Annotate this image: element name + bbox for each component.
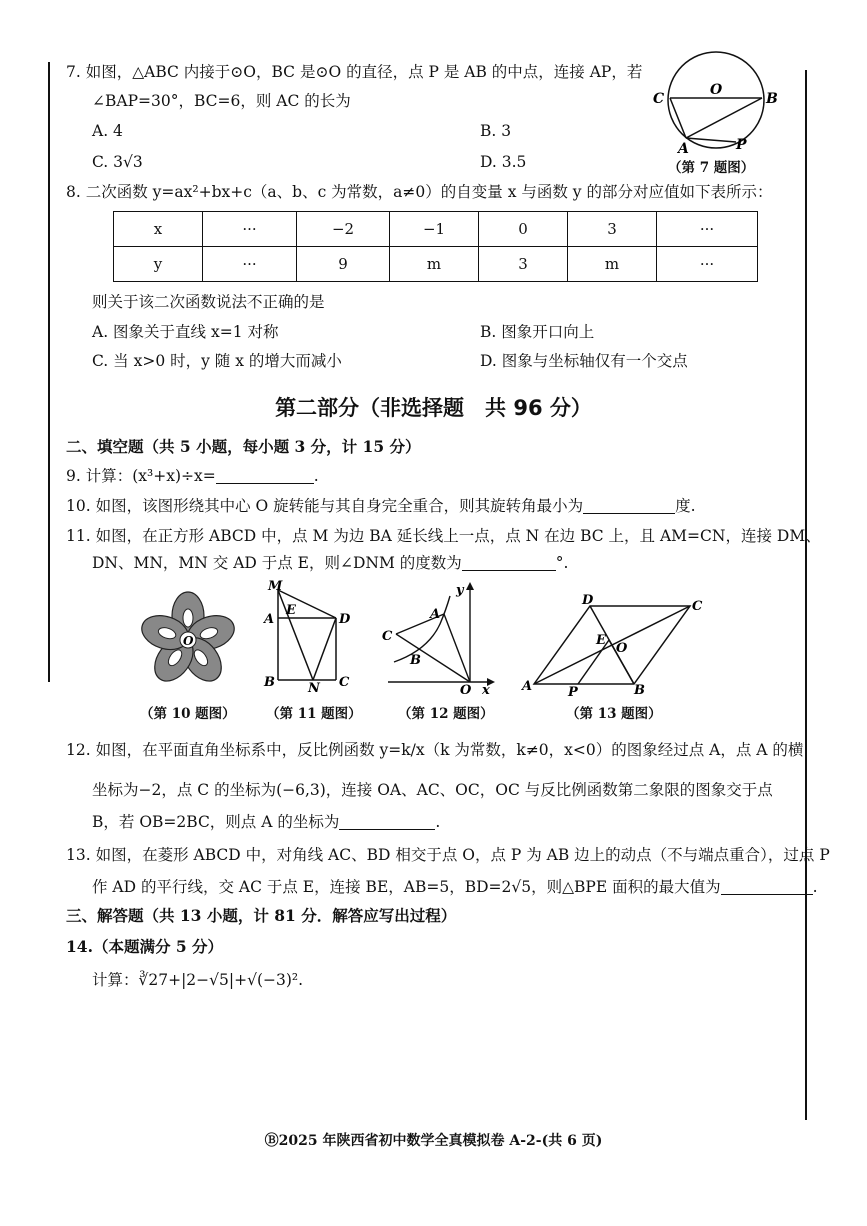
fig10-label-o: O <box>183 634 194 648</box>
fig13-rhombus <box>518 592 708 696</box>
q8-option-b: B. 图象开口向上 <box>480 323 595 341</box>
q10-text: 10. 如图，该图形绕其中心 O 旋转能与其自身完全重合，则其旋转角最小为 <box>66 497 584 515</box>
q12-line1: 12. 如图，在平面直角坐标系中，反比例函数 y=k/x（k 为常数，k≠0，x<0）的图象经过点 A，点 A 的横 <box>66 741 804 759</box>
fig13-label-b: B <box>634 683 645 696</box>
fig12-label-a: A <box>430 607 441 622</box>
q12-line2: 坐标为−2，点 C 的坐标为(−6,3)，连接 OA、AC、OC，OC 与反比例函数第二象限的图象交于点 <box>92 781 773 799</box>
q7-option-c: C. 3√3 <box>92 153 143 171</box>
page-footer: Ⓑ2025 年陕西省初中数学全真模拟卷 A-2-(共 6 页) <box>264 1133 603 1149</box>
q8-question: 则关于该二次函数说法不正确的是 <box>92 293 325 311</box>
q11-line2 <box>92 553 568 573</box>
q7-stem-line1: 7. 如图，△ABC 内接于⊙O，BC 是⊙O 的直径，点 P 是 AB 的中点，连接 AP，若 <box>66 63 643 81</box>
q14-title: 14.（本题满分 5 分） <box>66 937 224 956</box>
fig11-label-n: N <box>308 681 320 692</box>
q7-label-o: O <box>710 82 723 98</box>
table-cell: m <box>390 247 479 282</box>
left-margin-rule <box>48 62 50 682</box>
q9-answer-blank[interactable] <box>216 467 314 484</box>
q8-option-c: C. 当 x>0 时，y 随 x 的增大而减小 <box>92 352 342 370</box>
fig13-caption: （第 13 题图） <box>566 706 662 722</box>
q9-text: 9. 计算：(x³+x)÷x= <box>66 467 216 485</box>
fig12-label-b: B <box>410 653 421 668</box>
table-cell: x <box>114 212 203 247</box>
q7-label-c: C <box>653 91 665 107</box>
fig13-label-a: A <box>522 679 533 694</box>
q10 <box>66 496 696 516</box>
table-row-x <box>114 212 758 247</box>
q8-option-d: D. 图象与坐标轴仅有一个交点 <box>480 352 688 370</box>
fig12-label-x: x <box>482 683 490 694</box>
fig13-label-p: P <box>568 685 578 696</box>
section3-heading: 三、解答题（共 13 小题，计 81 分．解答应写出过程） <box>66 906 457 925</box>
q10-answer-blank[interactable] <box>583 497 675 514</box>
table-cell: 0 <box>479 212 568 247</box>
q7-label-b: B <box>766 91 778 107</box>
q8-value-table <box>113 211 758 282</box>
q11-text: DN、MN，MN 交 AD 于点 E，则∠DNM 的度数为 <box>92 554 462 572</box>
table-cell: m <box>568 247 657 282</box>
q12-text: B，若 OB=2BC，则点 A 的坐标为 <box>92 813 340 831</box>
fig13-label-o: O <box>616 641 628 656</box>
fig10-caption: （第 10 题图） <box>140 706 236 722</box>
fig11-label-a: A <box>264 612 275 627</box>
table-cell: 3 <box>479 247 568 282</box>
fig13-label-e: E <box>596 633 606 648</box>
q7-stem-line2: ∠BAP=30°，BC=6，则 AC 的长为 <box>92 92 351 110</box>
q7-figure-caption: （第 7 题图） <box>668 160 755 176</box>
fig11-label-d: D <box>339 612 351 627</box>
q11-answer-blank[interactable] <box>462 554 556 571</box>
table-row-y <box>114 247 758 282</box>
q7-option-d: D. 3.5 <box>480 153 527 171</box>
q10-unit: 度. <box>675 497 696 515</box>
q7-option-b: B. 3 <box>480 122 512 140</box>
q9: 9. 计算：(x³+x)÷x= . <box>66 467 319 485</box>
table-cell: ··· <box>657 247 758 282</box>
q13-line2: 作 AD 的平行线，交 AC 于点 E，连接 BE，AB=5，BD=2√5，则△BPE 面积的最大值为 . <box>92 878 818 896</box>
fig12-caption: （第 12 题图） <box>398 706 494 722</box>
fig13-label-c: C <box>692 599 703 614</box>
fig12-coordinate-plane <box>378 582 498 694</box>
q13-answer-blank[interactable] <box>721 878 813 895</box>
section2-heading: 二、填空题（共 5 小题，每小题 3 分，计 15 分） <box>66 437 421 456</box>
fig12-label-y: y <box>456 583 464 598</box>
right-margin-rule <box>805 70 807 1120</box>
table-cell: −2 <box>297 212 390 247</box>
table-cell: −1 <box>390 212 479 247</box>
q12-line3: B，若 OB=2BC，则点 A 的坐标为 . <box>92 813 441 831</box>
fig13-label-d: D <box>582 593 594 608</box>
table-cell: ··· <box>203 212 297 247</box>
table-cell: y <box>114 247 203 282</box>
fig11-label-m: M <box>268 580 283 594</box>
fig11-label-c: C <box>339 675 350 690</box>
q11-line1: 11. 如图，在正方形 ABCD 中，点 M 为边 BA 延长线上一点，点 N 在边 BC 上，且 AM=CN，连接 DM、 <box>66 527 821 545</box>
q8-option-a: A. 图象关于直线 x=1 对称 <box>92 323 279 341</box>
q8-stem: 8. 二次函数 y=ax²+bx+c（a、b、c 为常数，a≠0）的自变量 x 与函数 y 的部分对应值如下表所示： <box>66 183 773 201</box>
table-cell: 9 <box>297 247 390 282</box>
fig11-caption: （第 11 题图） <box>266 706 362 722</box>
q7-label-p: P <box>736 137 747 153</box>
q13-line1: 13. 如图，在菱形 ABCD 中，对角线 AC、BD 相交于点 O，点 P 为 AB 边上的动点（不与端点重合），过点 P <box>66 846 830 864</box>
q7-figure <box>648 50 788 155</box>
q13-text: 作 AD 的平行线，交 AC 于点 E，连接 BE，AB=5，BD=2√5，则△BPE 面积的最大值为 <box>92 878 721 896</box>
fig12-label-c: C <box>382 629 393 644</box>
q7-label-a: A <box>678 141 689 155</box>
q14-expression: 计算：∛27+|2−√5|+√(−3)². <box>92 971 304 989</box>
part2-title: 第二部分（非选择题 共 96 分） <box>275 396 592 420</box>
table-cell: 3 <box>568 212 657 247</box>
fig12-label-o: O <box>460 683 472 694</box>
q12-answer-blank[interactable] <box>339 813 435 830</box>
table-cell: ··· <box>203 247 297 282</box>
fig11-label-b: B <box>264 675 275 690</box>
q7-option-a: A. 4 <box>92 122 123 140</box>
fig11-label-e: E <box>286 603 296 618</box>
fig11-square <box>258 580 358 692</box>
q11-unit: °. <box>555 554 569 572</box>
table-cell: ··· <box>657 212 758 247</box>
fig10-flower <box>138 590 238 690</box>
